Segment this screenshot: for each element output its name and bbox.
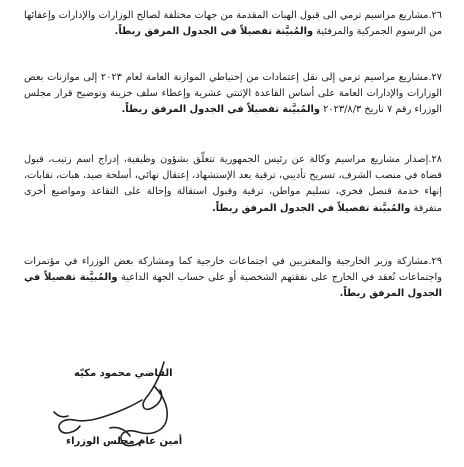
agenda-item-28	[24, 152, 442, 217]
item-text: مشاريع مراسيم ترمي إلى نقل إعتمادات من إحتياطي الموازنة العامة لعام ٢٠٢٣ إلى موازنات بعض الوزارات والإدارات العامة على أساس القاعدة الإثنتي عشرية وإعطاء سلف خزينة وتوضيح قرار مجلس الوزراء رقم ٧ تاريخ ٢٠٢٣/٨/٣	[24, 72, 442, 116]
signature-block	[14, 356, 204, 461]
item-bold-text: والمُبيَّنة تفصيلاً في الجدول المرفق ربطاً.	[121, 104, 320, 116]
item-bold-text: والمُبيَّنة تفصيلاً في الجدول المرفق ربطاً.	[114, 26, 314, 38]
item-bold-text: والمُبيَّنة تفصيلاً في الجدول المرفق ربطاً.	[24, 272, 442, 300]
item-number: ٢٨.	[428, 154, 442, 165]
item-number: ٢٩.	[428, 256, 442, 267]
signer-title: أمين عام مجلس الوزراء	[66, 436, 183, 447]
agenda-item-29	[24, 254, 442, 303]
item-number: ٢٦.	[428, 10, 442, 21]
item-bold-text: والمُبيَّنة تفصيلاً في الجدول المرفق ربطاً.	[211, 202, 411, 214]
item-number: ٢٧.	[428, 72, 442, 83]
signer-name: القاضي محمود مكيّه	[74, 368, 173, 379]
item-text: إصدار مشاريع مراسيم وكالة عن رئيس الجمهورية تتعلّق بشؤون وظيفية، إدراج اسم رتيب، قبول قضاة في منصب الشرف، تسريح تأديبي، ترقية بعد الإستشهاد، إعتقال نهائي، أسلحة صيد، هبات، نقابات، إنهاء خدمة قنصل فخري، تسليم مواطن، ترقية وقبول استقالة وإحالة على التقاعد ومواضيع أخرى متفرقة	[24, 154, 442, 214]
item-text: مشاريع مراسيم ترمي الى قبول الهبات المقدمة من جهات مختلفة لصالح الوزارات والإدارات وإعفائها من الرسوم الجمركية والمرفئية	[24, 10, 442, 38]
agenda-item-26	[24, 8, 442, 40]
item-text: مشاركة وزير الخارجية والمغتربين في اجتماعات خارجية كما ومشاركة بعض الوزراء في مؤتمرات واجتماعات تُعقد في الخارج على نفقتهم الشخصية أو على حساب الجهة الداعية	[24, 256, 442, 284]
agenda-item-27	[24, 70, 442, 119]
